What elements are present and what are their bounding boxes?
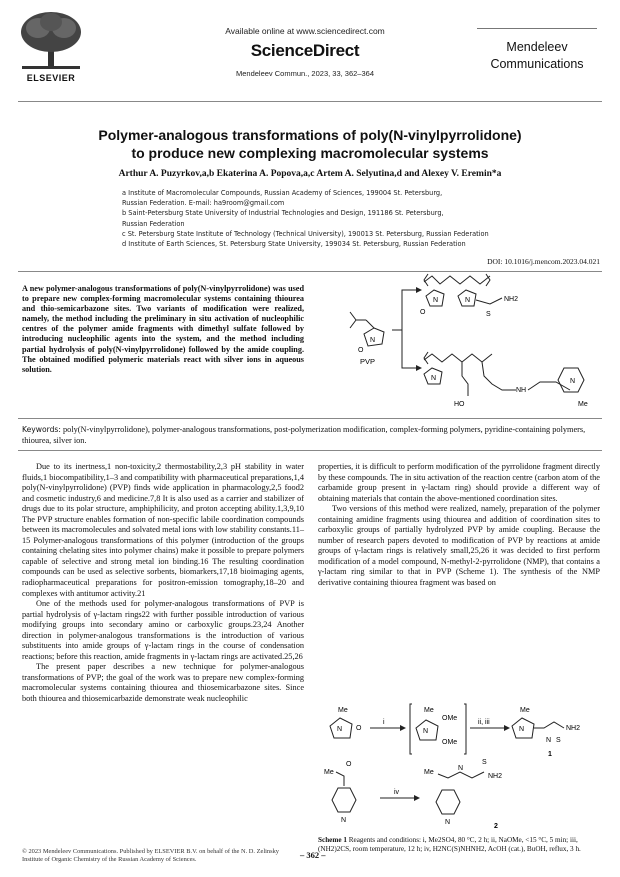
affiliation-line: c St. Petersburg State Institute of Technology (Technical University), 190013 St. Petersburg, Russian Federation [122,229,489,238]
keywords-top-divider [18,418,602,419]
ho-label: HO [454,401,465,408]
scheme-1-caption [318,836,600,854]
affiliation-line: b Saint-Petersburg State University of Industrial Technologies and Design, 191186 St. Petersburg, [122,209,444,218]
header-divider [18,101,602,102]
me-label: Me [520,707,530,714]
compound-2-structure [424,759,502,830]
tree-logo-icon [16,10,86,72]
n-label: N [445,819,451,826]
body-paragraph: Two versions of this method were realized, namely, preparation of the polymer containing amidine fragments using thiourea and addition of coordination sites to carboxylic groups of partially hydrolyzed PVP by amide coupling. Because the number of research papers devoted to modification of PVP by reactions at amide groups of γ-lactam rings is relatively small,25,26 it was decided to first perform modification of a model compound, N-methyl-2-pyrrolidone (NMP), that contains a γ-lactam ring similar to that in PVP (Scheme 1). The synthesis of the NMP derivative containing thiourea fragment was based on [318,504,600,588]
caption-text: Reagents and conditions: i, Me2SO4, 80 °C, 2 h; ii, NaOMe, <15 °C, 5 min; iii, (NH2)2CS, room temperature, 12 h; iv, H2NC(S)NHNH2, AcOH (cat.), BuOH, reflux, 3 h. [318,836,581,854]
affiliation-line: Russian Federation [122,219,185,228]
s-label: S [486,311,491,318]
nh2-label: NH2 [566,725,581,732]
affiliation-line: Russian Federation. E-mail: ha9room@gmail.com [122,199,285,208]
elsevier-logo[interactable] [16,10,86,83]
thiosemicarbazone-polymer-structure [424,352,588,408]
keywords-label: Keywords: [22,425,61,434]
pvp-monomer-structure [350,312,384,366]
abstract-text: A new polymer-analogous transformations of poly(N-vinylpyrrolidone) was used to prepare new complex-forming macromolecular systems containing thiourea and thio-semicarbazone sites. Two variants of modification were realized, namely, the method including the preliminary in situ activation of nucleophilic centres of the polymer amide fragments with dimethyl sulfate followed by introducing nucleophilic agents into the system, and the method including partial hydrolysis of poly(N-vinylpyrrolidone) followed by the amide coupling. The obtained modified polymeric materials react with silver ions in aqueous solution. [22,284,304,374]
body-paragraph: Due to its inertness,1 non-toxicity,2 thermostability,2,3 pH stability in water fluids,1 biocompatibility,1–3 and compatibility with pharmaceutical preparations,1,4 poly(N-vinylpyrrolidone) (PVP) finds wide application in pharmacology,2,5 food2 and cosmetic industry,6 and medicine.7,8 It is also used as a carrier and stabilizer of drugs due to its polar structure, amphiphilicity, and proton accepting ability.1,3,9,10 The PVP structure enables formation of non-specific labile coordination compounds between its macromolecules and solvated metal ions with low stability constants.11–15 Polymer-analogous transformations of this polymer (introduction of the groups containing chelating sites into polymer chains) make it possible to prepare polymers capable of selective and strong metal ion binding.16 The resulting coordination compounds can be used as selective sorbents, biomarkers,17,18 bioimaging agents, radiopharmaceutical preparations for positron-emission tomography,18–20 and complexes with antitumor activity.21 [22,462,304,598]
affiliation-line: d Institute of Earth Sciences, St. Petersburg State University, 199034 St. Petersburg, Russian Federation [122,240,466,249]
journal-header [180,26,430,78]
ome-label: OMe [442,715,458,722]
n-label: N [519,726,525,733]
o-label: O [346,761,352,768]
scheme-1-figure [318,698,600,838]
ring-n-label: N [433,297,439,304]
page-number: – 362 – [300,850,326,860]
acetylpyridine-structure [324,761,356,824]
ring-o-label: O [420,309,426,316]
s-label: S [556,737,561,744]
body-column-left [22,462,304,705]
n-label: N [546,737,552,744]
body-paragraph: The present paper describes a new technique for polymer-analogous transformations of PVP; the goal of the work was to prepare new complex-forming macromolecular systems containing thiourea and thiosemicarbazone sites. Since both thiourea and thiosemicarbazide demonstrate weak nucleophilic [22,662,304,704]
keywords-list: poly(N-vinylpyrrolidone), polymer-analogous transformations, post-polymerization modification, complex-forming polymers, pyridine-containing polymers, thiourea, silver ion. [22,425,586,445]
reaction-scheme-figure [320,272,602,416]
n-label: N [458,765,464,772]
journal-name-line1: Mendeleev [506,40,568,54]
ring3-n-label: N [431,375,437,382]
step-ii-iii-label: ii, iii [478,719,490,726]
intermediate-structure [410,704,466,754]
journal-name-box [477,28,597,84]
body-paragraph: One of the methods used for polymer-analogous transformations of PVP is partial hydrolysis of γ-lactam rings22 with further possible introduction of various modifying groups into secondary amino or carboxylic groups.23,24 Another direction in polymer-analogous transformations is the introduction of various substituents into amide groups of γ-lactam rings in the course of condensation reactions; before this reaction, amide fragments in γ-lactam rings are activated.25,26 [22,599,304,661]
title-line1: Polymer-analogous transformations of poly(N-vinylpyrrolidone) [98,127,522,143]
body-top-divider [18,450,602,451]
me-label: Me [324,769,334,776]
affiliation-line: a Institute of Macromolecular Compounds, Russian Academy of Sciences, 199004 St. Petersburg, [122,189,443,197]
n-label: N [423,728,429,735]
nh2-label: NH2 [488,773,503,780]
body-column-right [318,462,600,589]
pvp-o-label: O [358,347,364,354]
title-line2: to produce new complexing macromolecular systems [131,145,489,161]
doi-link[interactable]: DOI: 10.1016/j.mencom.2023.04.021 [487,257,600,266]
compound-2-label: 2 [494,823,498,830]
keywords [22,424,600,446]
article-title [30,126,590,162]
journal-citation: Mendeleev Commun., 2023, 33, 362–364 [235,69,374,78]
step-i-label: i [383,719,385,726]
elsevier-wordmark: ELSEVIER [26,73,76,83]
compound-1-label: 1 [548,751,552,758]
me-label: Me [338,707,348,714]
ring2-n-label: N [465,297,471,304]
copyright-footer: © 2023 Mendeleev Communications. Published by ELSEVIER B.V. on behalf of the N. D. Zelinsky Institute of Organic Chemistry of the Russian Academy of Sciences. [22,848,279,863]
n-label: N [341,817,347,824]
s-label: S [482,759,487,766]
pyridine-n-label: N [570,378,576,385]
me-label: Me [424,769,434,776]
pvp-n-label: N [370,337,376,344]
author-list: Arthur A. Puzyrkov,a,b Ekaterina A. Popova,a,c Artem A. Selyutina,d and Alexey V. Eremin*a [118,169,502,179]
available-online: Available online at www.sciencedirect.com [225,26,385,36]
pvp-label: PVP [360,357,376,366]
n-label: N [337,726,343,733]
nmp-structure [330,707,362,738]
me-label: Me [424,707,434,714]
caption-label: Scheme 1 [318,836,347,844]
journal-name-line2: Communications [490,57,584,71]
graphical-abstract [320,272,602,416]
sciencedirect-wordmark[interactable]: ScienceDirect [250,41,360,60]
step-iv-label: iv [394,789,400,796]
scheme-1 [318,698,600,838]
me-label: Me [578,401,588,408]
compound-1-structure [512,707,580,758]
nh2-label: NH2 [504,296,519,303]
thiourea-polymer-structure [420,274,518,318]
body-paragraph: properties, it is difficult to perform modification of the pyrrolidone fragment directly by these compounds. The in situ activation of the reaction centre (carbon atom of the carbamide group present in γ-lactam ring) should provide a different way of obtaining materials that contain the above-mentioned coordination sites. [318,462,600,503]
ome-label: OMe [442,739,458,746]
nh-label: NH [516,387,527,394]
o-label: O [356,725,362,732]
affiliations [122,188,562,249]
sciencedirect-link[interactable]: www.sciencedirect.com [296,26,385,36]
